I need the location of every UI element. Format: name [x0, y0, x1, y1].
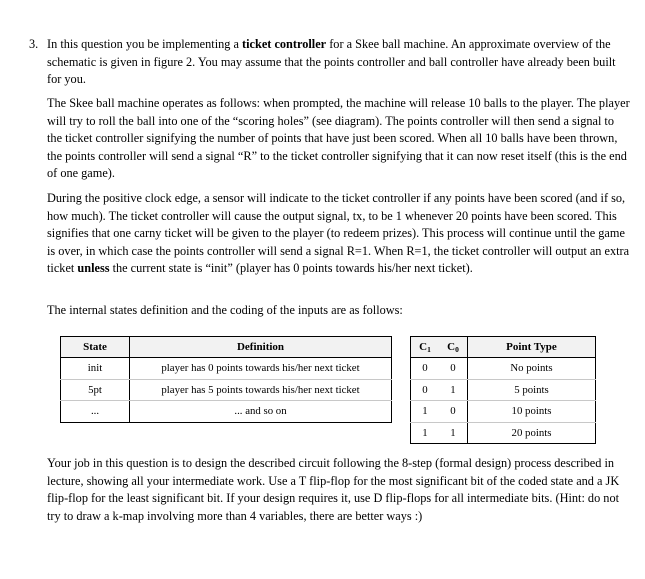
tables-intro-paragraph: The internal states definition and the coding of the inputs are as follows: [47, 303, 403, 317]
c0-header [439, 337, 468, 358]
point-type-cell: 10 points [468, 401, 596, 423]
definition-header: Definition [130, 337, 392, 358]
point-type-header: Point Type [468, 337, 596, 358]
state-definition-table [60, 336, 392, 423]
c0-cell: 1 [439, 379, 468, 401]
coding-table-header-row [411, 337, 596, 358]
question-number: 3. [29, 37, 39, 51]
state-cell: ... [61, 401, 130, 423]
c0-header-subscript: 0 [455, 344, 459, 354]
state-cell: 5pt [61, 379, 130, 401]
c1-cell: 0 [411, 379, 440, 401]
c0-cell: 0 [439, 358, 468, 380]
c0-header-letter: C [447, 340, 456, 353]
c0-cell: 1 [439, 422, 468, 444]
table-row [411, 379, 596, 401]
table-row [411, 422, 596, 444]
clock-paragraph [47, 190, 631, 278]
table-row [61, 358, 392, 380]
c1-header [411, 337, 440, 358]
point-type-cell: No points [468, 358, 596, 380]
intro-bold-term: ticket controller [242, 37, 327, 51]
operation-paragraph: The Skee ball machine operates as follows: when prompted, the machine will release 10 balls to the player. The player will try to roll the ball into one of the “scoring holes” (see diagram). The points controller will then send a signal to the ticket controller signifying the number of points that have just been scored. When all 10 balls have been thrown, the points controller will send a signal “R” to the ticket controller signifying that it can now reset itself (this is the end of one game). [47, 96, 630, 181]
definition-cell: player has 0 points towards his/her next ticket [130, 358, 392, 380]
table-row [411, 358, 596, 380]
state-cell: init [61, 358, 130, 380]
point-type-cell: 5 points [468, 379, 596, 401]
definition-cell: player has 5 points towards his/her next ticket [130, 379, 392, 401]
clock-text-c: the current state is “init” (player has 0 points towards his/her next ticket). [109, 261, 473, 276]
state-table-header-row [61, 337, 392, 358]
definition-cell: ... and so on [130, 401, 392, 423]
c0-cell: 0 [439, 401, 468, 423]
intro-paragraph [47, 36, 631, 89]
intro-text-c: for a Skee ball machine. An approximate overview of the schematic is given in figure 2. You may assume that the points controller and ball controller have already been built for you. [47, 37, 616, 87]
clock-bold-term: unless [77, 261, 110, 276]
table-row [411, 401, 596, 423]
c1-cell: 0 [411, 358, 440, 380]
table-row [61, 401, 392, 423]
clock-text-a: During the positive clock edge, a sensor will indicate to the ticket controller if any points have been scored (and if so, how much). The ticket controller will cause the output signal, tx, to be 1 whenever 20 points have been scored. This signifies that one carny ticket will be given to the player (to redeem prizes). This process will continue until the game is over, in which case the points controller will send a signal R=1. When R=1, the ticket controller will output an extra ticket [47, 191, 630, 276]
intro-text-a: In this question you be implementing a [47, 37, 243, 51]
table-row [61, 379, 392, 401]
c1-header-letter: C [419, 340, 428, 353]
input-coding-table [410, 336, 596, 444]
state-header: State [61, 337, 130, 358]
c1-header-subscript: 1 [427, 344, 431, 354]
c1-cell: 1 [411, 422, 440, 444]
c1-cell: 1 [411, 401, 440, 423]
point-type-cell: 20 points [468, 422, 596, 444]
task-paragraph: Your job in this question is to design the described circuit following the 8-step (formal design) process described in lecture, showing all your intermediate work. Use a T flip-flop for the most significant bit of the coded state and a JK flip-flop for the least significant bit. If your design requires it, use D flip-flops for all intermediate bits. (Hint: do not try to draw a k-map involving more than 4 variables, there are better ways :) [47, 456, 620, 523]
